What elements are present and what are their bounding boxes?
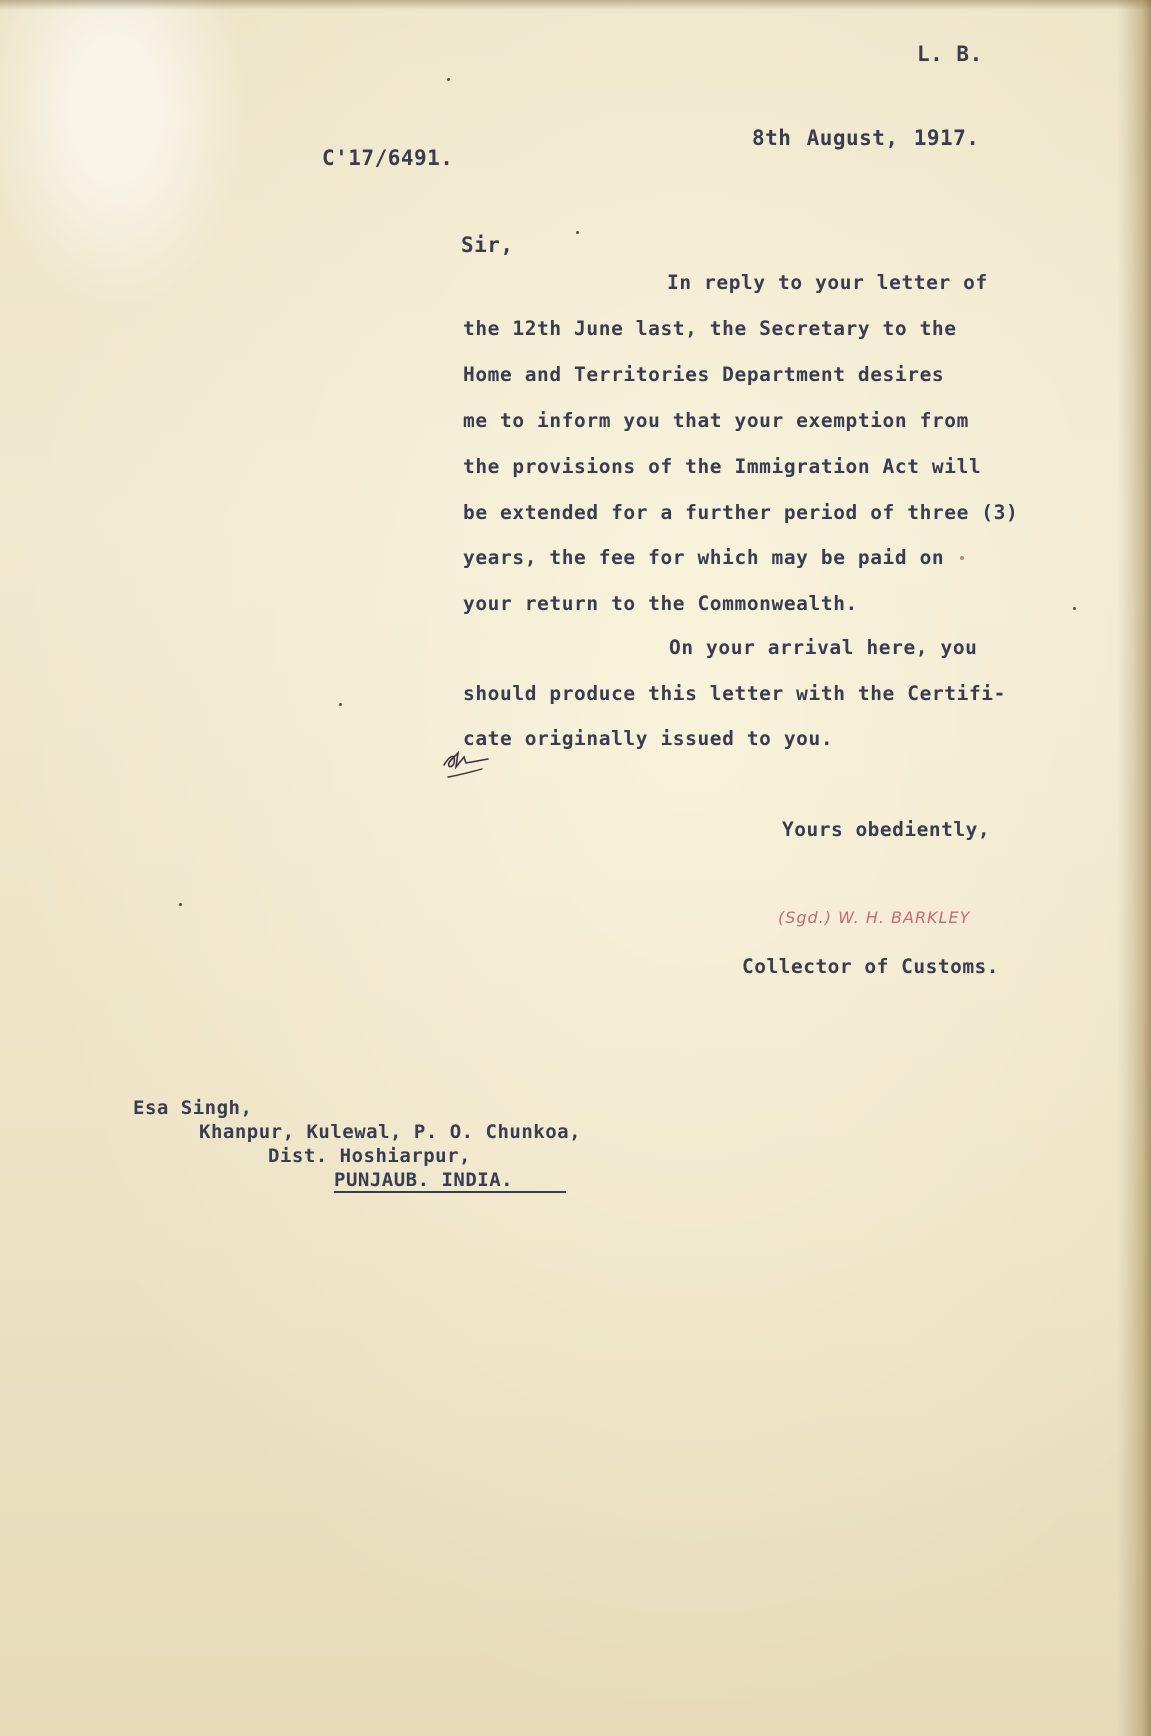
body-line: should produce this letter with the Certifi-: [463, 682, 1006, 705]
page-top-edge: [0, 0, 1151, 10]
signature-stamp: (Sgd.) W. H. BARKLEY: [778, 908, 971, 927]
body-line: the 12th June last, the Secretary to the: [463, 317, 957, 340]
paper-speck: [576, 231, 579, 234]
page-right-edge: [1117, 0, 1151, 1736]
body-line: the provisions of the Immigration Act will: [463, 455, 982, 478]
paper-speck: [339, 703, 342, 706]
addressee-name: Esa Singh,: [133, 1097, 253, 1119]
complimentary-close: Yours obediently,: [782, 818, 991, 841]
salutation: Sir,: [461, 233, 514, 257]
address-underline: [334, 1191, 566, 1193]
signatory-title: Collector of Customs.: [742, 955, 1000, 978]
address-line-country: PUNJAUB. INDIA.: [334, 1169, 514, 1191]
page-mark: L. B.: [917, 42, 983, 66]
handwritten-initials-mark: [440, 745, 510, 785]
body-line: your return to the Commonwealth.: [463, 592, 858, 615]
paper-speck: [960, 556, 964, 560]
address-line: Dist. Hoshiarpur,: [268, 1145, 471, 1167]
body-line: me to inform you that your exemption from: [463, 409, 969, 432]
body-line: years, the fee for which may be paid on: [463, 546, 945, 569]
file-reference: C'17/6491.: [322, 146, 454, 170]
body-line: Home and Territories Department desires: [463, 363, 945, 386]
address-line: Khanpur, Kulewal, P. O. Chunkoa,: [199, 1121, 582, 1143]
paper-speck: [179, 903, 182, 906]
body-line: On your arrival here, you: [669, 636, 978, 659]
body-line: be extended for a further period of three (3): [463, 501, 1019, 524]
body-line: cate originally issued to you.: [463, 727, 834, 750]
paper-speck: [1073, 607, 1076, 610]
body-line: In reply to your letter of: [667, 271, 988, 294]
letter-date: 8th August, 1917.: [752, 126, 980, 150]
paper-speck: [447, 78, 450, 81]
